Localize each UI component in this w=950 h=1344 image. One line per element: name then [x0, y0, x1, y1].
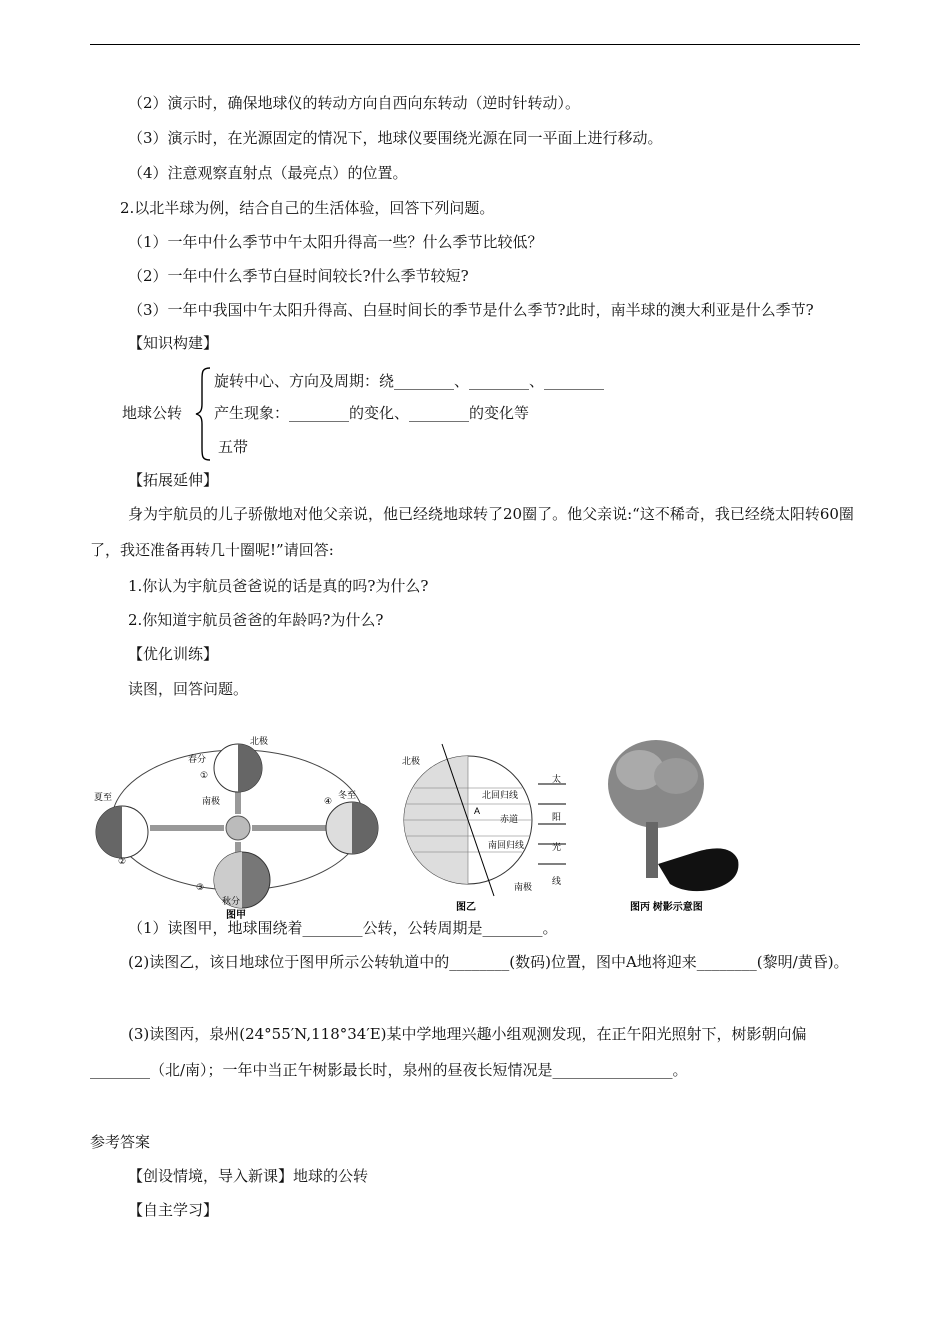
question-2-intro: 2.以北半球为例，结合自己的生活体验，回答下列问题。 [120, 199, 495, 217]
figure-bing [608, 740, 738, 913]
sun-icon [226, 816, 250, 840]
tree-shadow-icon [658, 848, 738, 891]
figures-row [90, 724, 860, 920]
label-winter: 冬至 [338, 790, 357, 800]
answers-line-2: 【自主学习】 [128, 1201, 219, 1219]
sunlight-char-4: 线 [552, 876, 562, 886]
demo-note-2: （2）演示时，确保地球仪的转动方向自西向东转动（逆时针转动）。 [128, 94, 581, 112]
question-2-item-3: （3）一年中我国中午太阳升得高、白昼时间长的季节是什么季节?此时，南半球的澳大利亚是什么季节? [128, 301, 814, 319]
answers-line-1: 【创设情境，导入新课】地球的公转 [128, 1167, 369, 1185]
knowledge-heading: 【知识构建】 [128, 334, 219, 352]
question-2-item-1: （1）一年中什么季节中午太阳升得高一些？什么季节比较低？ [128, 233, 543, 251]
figure-jia [94, 735, 378, 920]
demo-note-3: （3）演示时，在光源固定的情况下，地球仪要围绕光源在同一平面上进行移动。 [128, 129, 663, 147]
sunlight-char-1: 太 [552, 774, 562, 784]
label-south-pole-yi: 南极 [514, 882, 533, 892]
caption-jia: 图甲 [226, 910, 246, 920]
extension-q1: 1.你认为宇航员爸爸说的话是真的吗?为什么? [128, 577, 429, 595]
training-heading: 【优化训练】 [128, 645, 219, 663]
label-north-pole-yi: 北极 [402, 756, 421, 766]
label-summer: 夏至 [94, 792, 113, 802]
label-pos-4: ④ [324, 796, 333, 806]
label-point-a: A [474, 806, 481, 816]
label-equator: 赤道 [500, 814, 519, 824]
header-rule [90, 44, 860, 45]
label-pos-3: ③ [196, 882, 205, 892]
caption-yi: 图乙 [456, 902, 476, 913]
training-prompt: 读图，回答问题。 [128, 680, 249, 698]
demo-note-4: （4）注意观察直射点（最亮点）的位置。 [128, 164, 408, 182]
label-pos-2: ② [118, 856, 127, 866]
training-q1: （1）读图甲，地球围绕着________公转，公转周期是________。 [128, 919, 558, 937]
knowledge-line-3: 五带 [218, 438, 249, 456]
sunlight-char-2: 阳 [552, 812, 562, 822]
training-q2: (2)读图乙，该日地球位于图甲所示公转轨道中的________(数码)位置，图中A地将迎来________(黎明/黄昏)。 [128, 953, 849, 971]
figure-yi [402, 744, 566, 913]
answers-heading: 参考答案 [90, 1133, 151, 1151]
caption-bing: 图丙 树影示意图 [630, 902, 703, 913]
extension-q2: 2.你知道宇航员爸爸的年龄吗?为什么? [128, 611, 384, 629]
extension-paragraph: 身为宇航员的儿子骄傲地对他父亲说，他已经绕地球转了20圈了。他父亲说:“这不稀奇，我已经绕太阳转60圈了，我还准备再转几十圈呢!”请回答: [90, 505, 854, 559]
label-autumn: 秋分 [222, 896, 241, 906]
label-tropic-south: 南回归线 [488, 840, 525, 850]
label-spring: 春分 [188, 754, 207, 764]
label-pos-1: ① [200, 770, 209, 780]
label-tropic-north: 北回归线 [482, 790, 519, 800]
knowledge-line-2: 产生现象：________的变化、________的变化等 [214, 404, 530, 422]
brace-icon [194, 366, 212, 462]
label-south-pole-jia: 南极 [202, 796, 221, 806]
question-2-item-2: （2）一年中什么季节白昼时间较长?什么季节较短? [128, 267, 469, 285]
knowledge-structure [122, 364, 722, 464]
training-q3: (3)读图丙，泉州(24°55′N,118°34′E)某中学地理兴趣小组观测发现，在正午阳光照射下，树影朝向偏________（北/南）；一年中当正午树影最长时，泉州的昼夜长短情况是________________。 [90, 1025, 807, 1079]
label-north-pole-jia: 北极 [250, 736, 269, 746]
sunlight-char-3: 光 [552, 842, 562, 852]
knowledge-line-1: 旋转中心、方向及周期：绕________、________、________ [214, 372, 605, 390]
knowledge-label: 地球公转 [122, 404, 183, 422]
extension-heading: 【拓展延伸】 [128, 471, 219, 489]
